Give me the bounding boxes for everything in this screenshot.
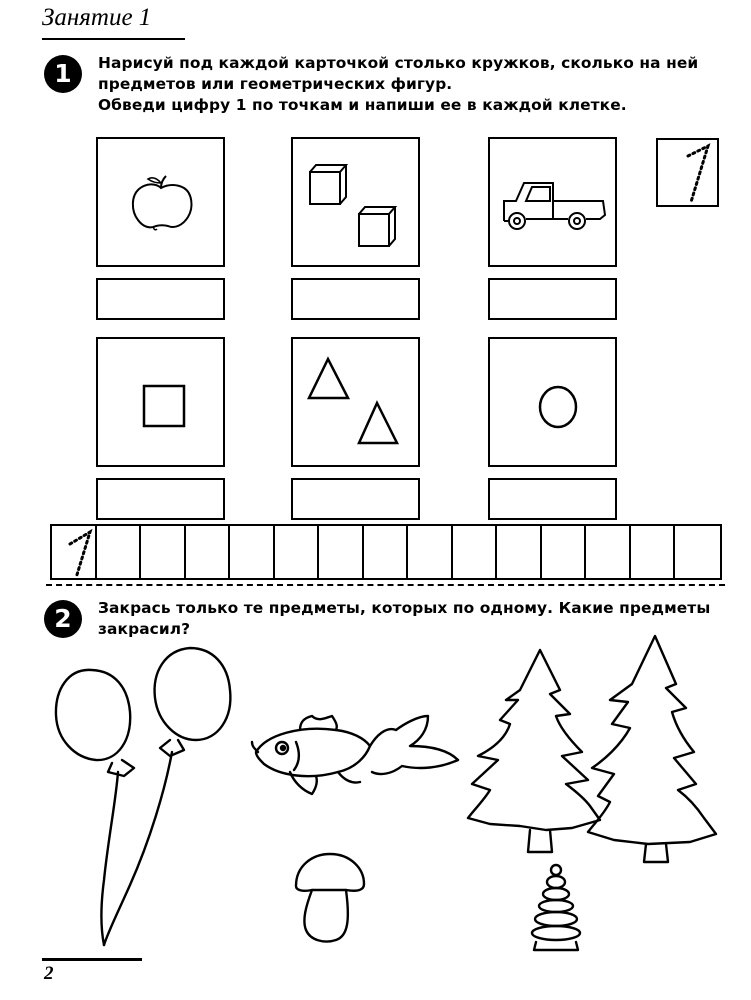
task-2-number: 2 <box>44 600 82 638</box>
task-1-number: 1 <box>44 55 82 93</box>
page-number: 2 <box>44 963 54 984</box>
task-1-line: Нарисуй под каждой карточкой столько кружков, сколько на ней <box>98 54 699 72</box>
mushroom-icon[interactable] <box>296 854 364 942</box>
fish-icon[interactable] <box>252 716 458 794</box>
fir-tree-icon[interactable] <box>468 650 600 852</box>
lesson-title: Занятие 1 <box>42 4 152 31</box>
task-1-line: Обведи цифру 1 по точкам и напиши ее в каждой клетке. <box>98 96 627 114</box>
balloon-icon[interactable] <box>104 648 230 945</box>
fir-tree-icon[interactable] <box>588 636 716 862</box>
task-2-line: Закрась только те предметы, которых по одному. Какие предметы <box>98 599 711 617</box>
task-2-line: закрасил? <box>98 620 191 638</box>
page-number-rule <box>42 958 142 961</box>
task-1-line: предметов или геометрических фигур. <box>98 75 453 93</box>
pyramid-toy-icon[interactable] <box>532 865 580 950</box>
